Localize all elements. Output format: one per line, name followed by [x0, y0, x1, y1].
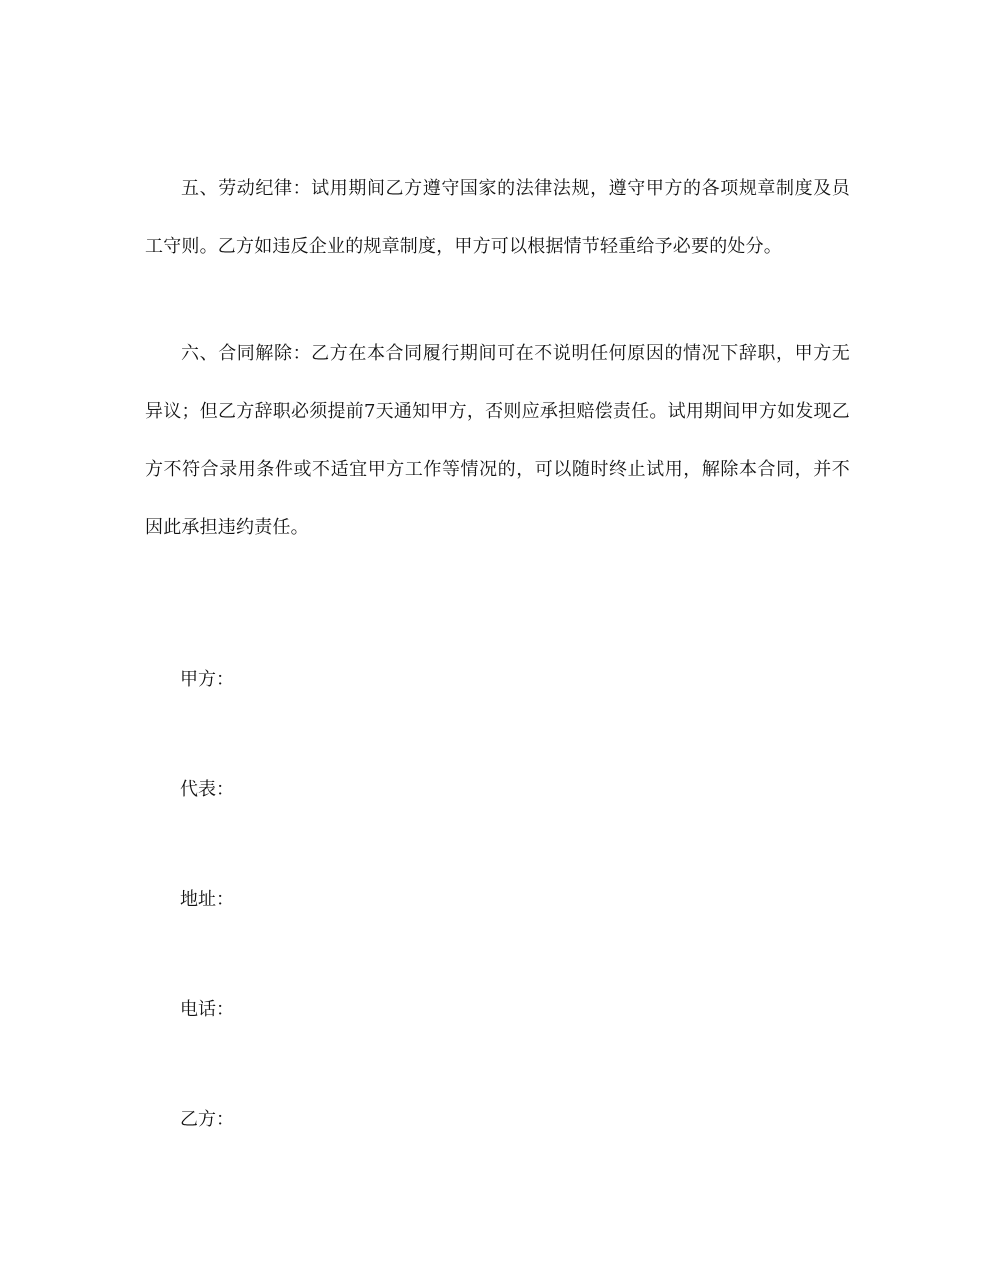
signature-field-representative: 代表：: [180, 779, 234, 800]
clause-labor-discipline: 五、劳动纪律：试用期间乙方遵守国家的法律法规，遵守甲方的各项规章制度及员工守则。乙方如违反企业的规章制度，甲方可以根据情节轻重给予必要的处分。: [145, 178, 850, 257]
signature-field-party-a: 甲方：: [180, 669, 234, 690]
clause-contract-termination: 六、合同解除：乙方在本合同履行期间可在不说明任何原因的情况下辞职，甲方无异议；但乙方辞职必须提前7天通知甲方，否则应承担赔偿责任。试用期间甲方如发现乙方不符合录用条件或不适宜甲方工作等情况的，可以随时终止试用，解除本合同，并不因此承担违约责任。: [145, 343, 850, 538]
signature-field-address: 地址：: [180, 889, 234, 910]
signature-field-phone: 电话：: [180, 999, 234, 1020]
signature-field-party-b: 乙方：: [180, 1109, 234, 1130]
